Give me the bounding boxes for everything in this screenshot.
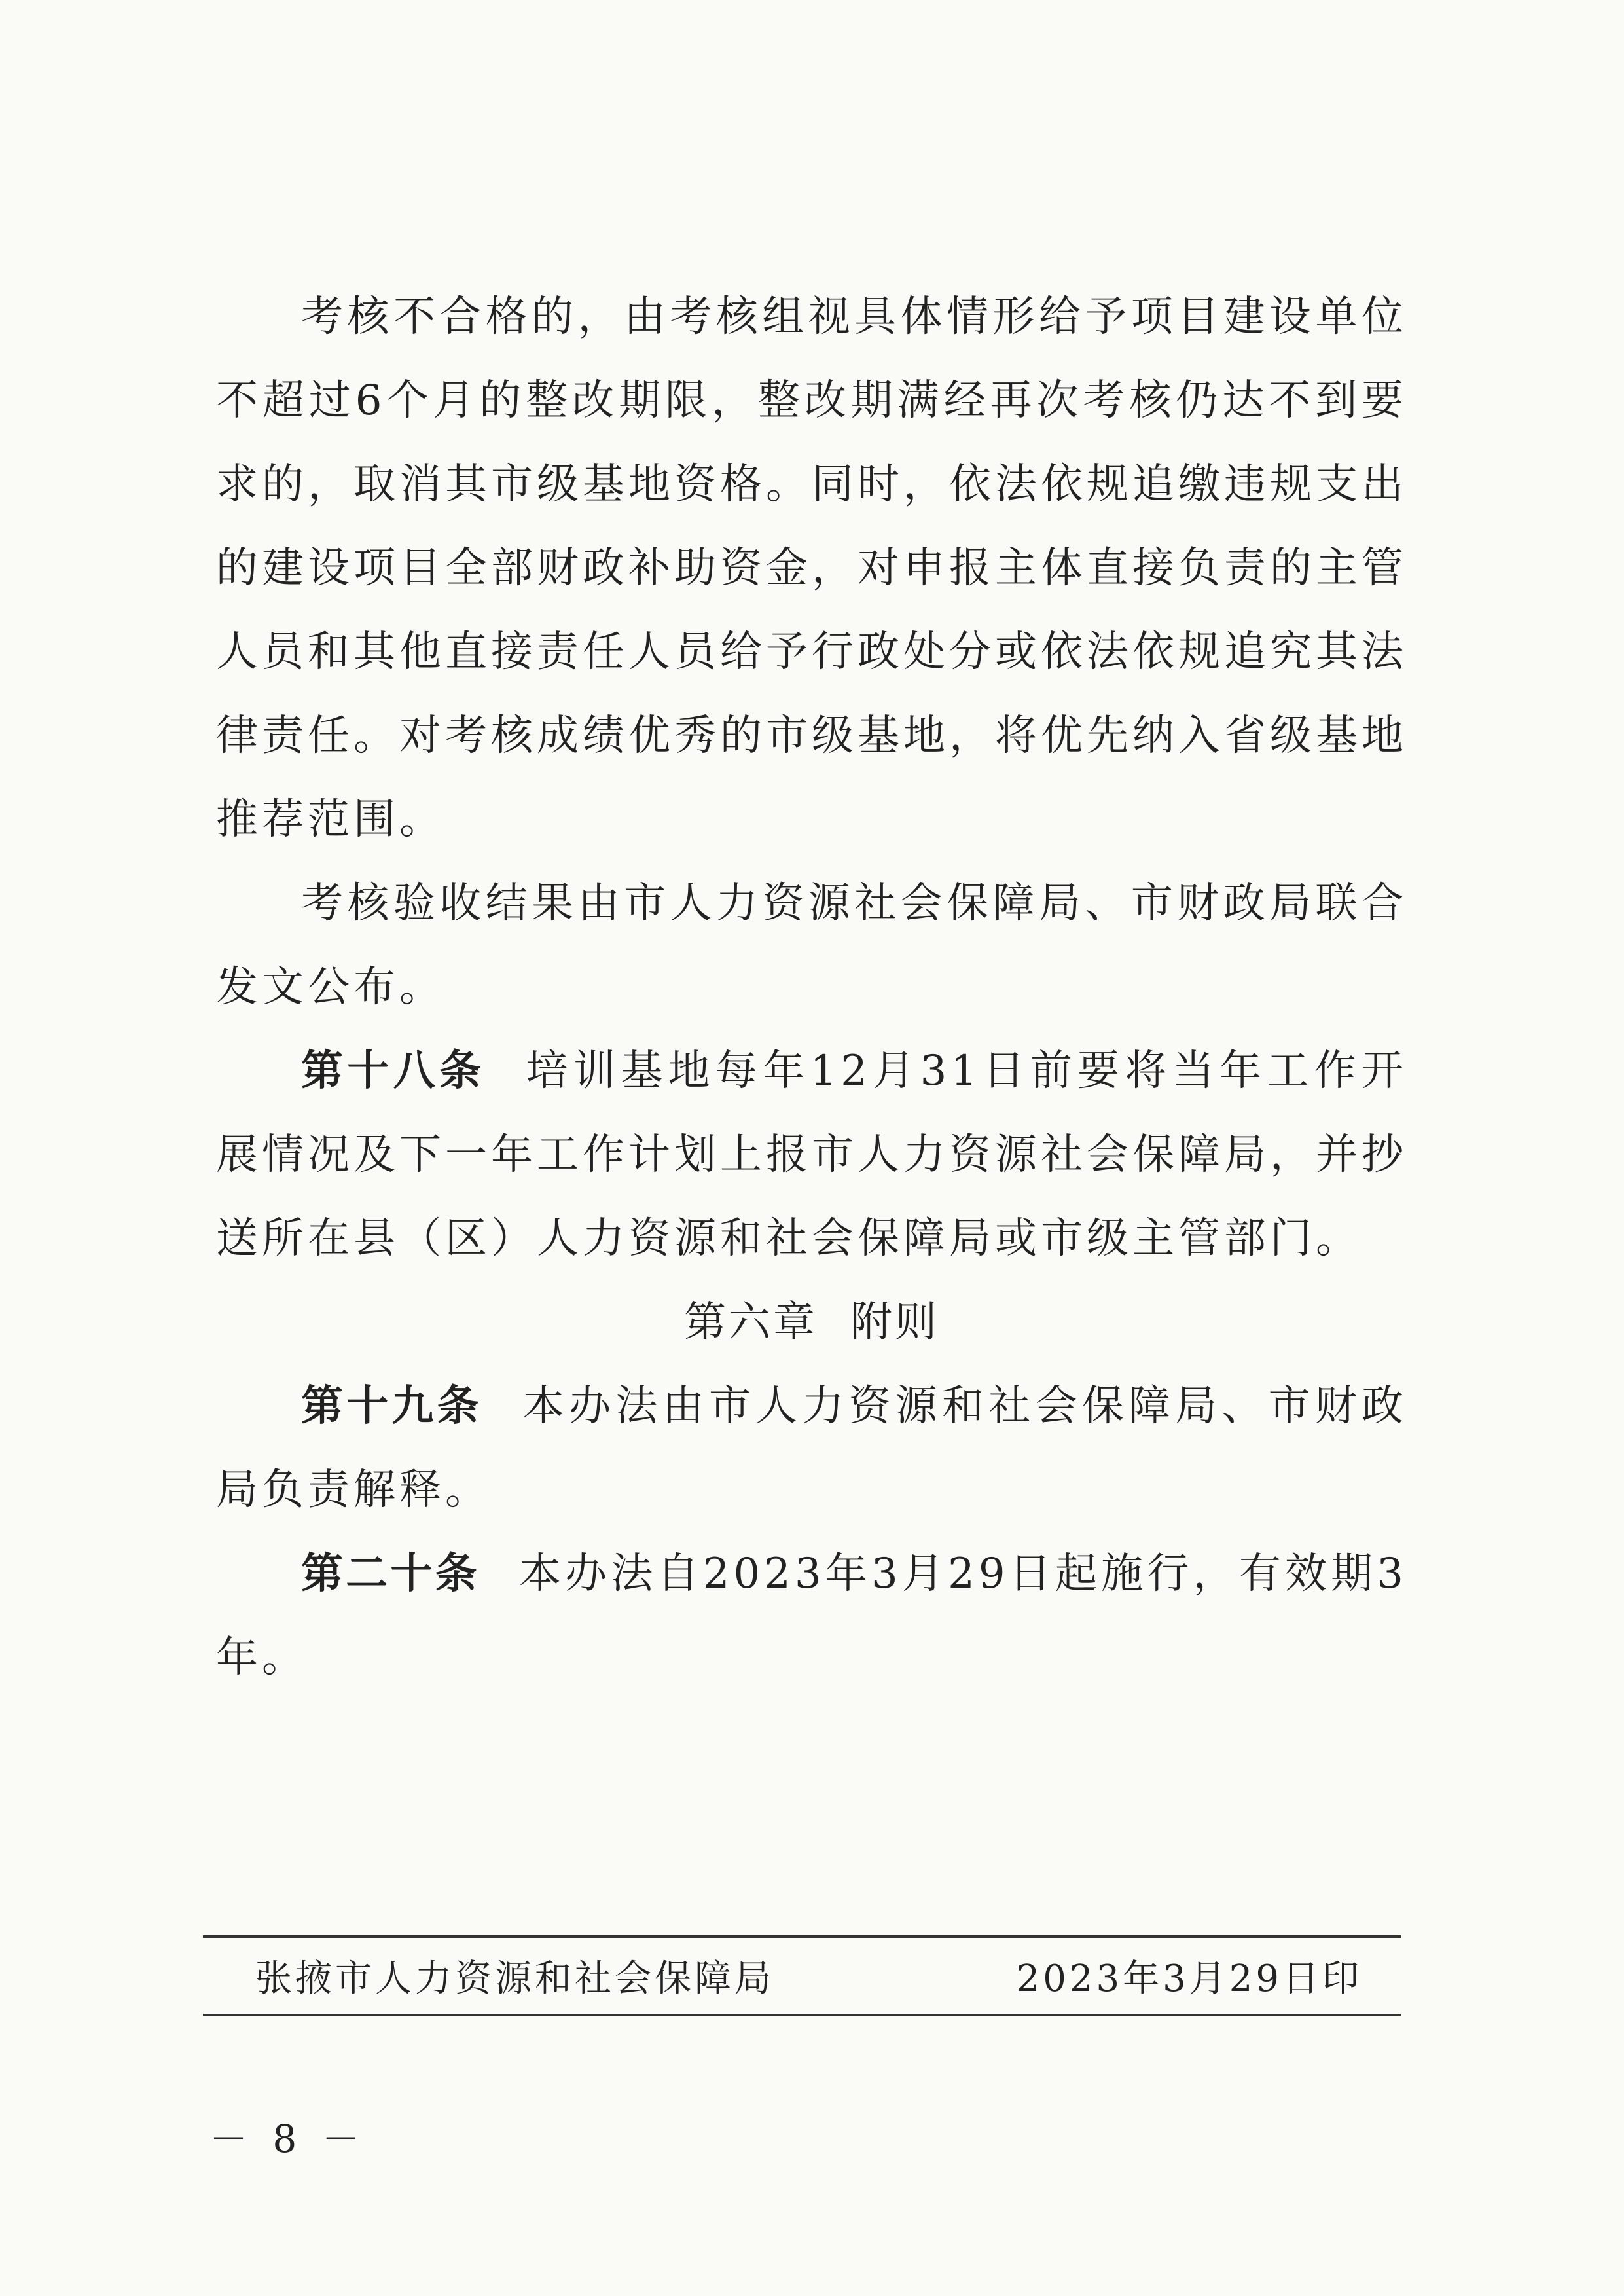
footer-issuer: 张掖市人力资源和社会保障局 [255,1958,774,2000]
article-18-text: 培训基地每年12月31日前要将当年工作开展情况及下一年工作计划上报市人力资源社会保障局，并抄送所在县（区）人力资源和社会保障局或市级主管部门。 [216,1047,1407,1263]
chapter-number: 第六章 [684,1298,818,1347]
paragraph-assessment-failure [216,275,1407,862]
paragraph-text: 考核不合格的，由考核组视具体情形给予项目建设单位不超过6个月的整改期限，整改期满经再次考核仍达不到要求的，取消其市级基地资格。同时，依法依规追缴违规支出的建设项目全部财政补助资金，对申报主体直接负责的主管人员和其他直接责任人员给予行政处分或依法依规追究其法律责任。对考核成绩优秀的市级基地，将优先纳入省级基地推荐范围。 [216,293,1407,844]
footer-print-date: 2023年3月29日印 [1016,1958,1362,2000]
chapter-heading [216,1281,1407,1364]
article-18 [216,1029,1407,1281]
paragraph-text: 考核验收结果由市人力资源社会保障局、市财政局联合发文公布。 [216,879,1407,1011]
paragraph-assessment-results [216,862,1407,1029]
article-20 [216,1532,1407,1700]
article-19 [216,1364,1407,1532]
article-20-lead: 第二十条 [301,1550,480,1598]
article-18-lead: 第十八条 [301,1047,486,1095]
article-19-text: 本办法由市人力资源和社会保障局、市财政局负责解释。 [216,1382,1408,1514]
article-19-lead: 第十九条 [301,1382,482,1430]
article-20-text: 本办法自2023年3月29日起施行，有效期3年。 [216,1550,1408,1682]
page-number: － 8 － [209,2117,367,2161]
chapter-title: 附则 [850,1298,939,1347]
document-body [216,275,1407,1700]
footer-bottom-rule [203,2014,1401,2016]
footer-top-rule [203,1935,1401,1938]
